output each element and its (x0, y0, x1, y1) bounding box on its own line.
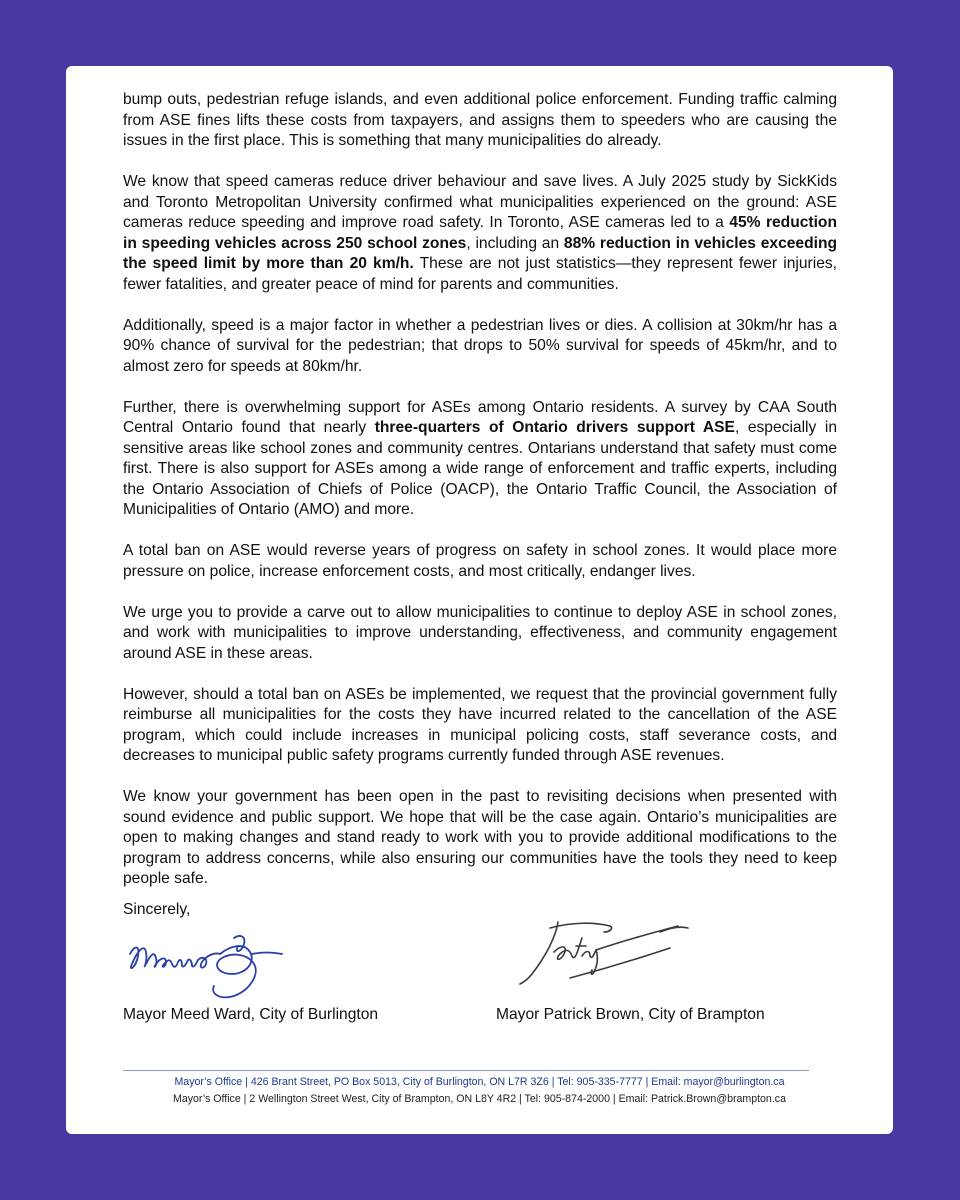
letter-paragraph (123, 787, 837, 890)
signatory-patrick-brown: Mayor Patrick Brown, City of Brampton (496, 1006, 765, 1023)
letter-paragraph (123, 603, 837, 665)
paragraph-text: These are not just statistics—they represent fewer injuries, fewer fatalities, and greater peace of mind for parents and communities. (123, 255, 837, 293)
paragraph-text: We know that speed cameras reduce driver behaviour and save lives. A July 2025 study by SickKids and Toronto Metropolitan University confirmed what municipalities experienced on the ground: ASE cameras reduce speeding and improve road safety. In Toronto, ASE cameras led to a (123, 173, 837, 231)
footer-brampton-contact: Mayor’s Office | 2 Wellington Street West, City of Brampton, ON L8Y 4R2 | Tel: 905-874-2000 | Email: Patrick.Brown@brampton.ca (173, 1093, 786, 1105)
letter-paragraph (123, 685, 837, 767)
signature-patrick-brown (510, 916, 700, 996)
emphasis-text: 88% reduction in vehicles exceeding the speed limit by more than 20 km/h. (123, 234, 837, 272)
letter-paragraph (123, 90, 837, 152)
letter-page (66, 66, 893, 1134)
paragraph-text: Further, there is overwhelming support for ASEs among Ontario residents. A survey by CAA South Central Ontario found that nearly (123, 398, 837, 436)
closing-salutation: Sincerely, (123, 901, 191, 918)
footer-burlington-contact: Mayor’s Office | 426 Brant Street, PO Box 5013, City of Burlington, ON L7R 3Z6 | Tel: 905-335-7777 | Email: mayor@burlington.ca (174, 1076, 785, 1088)
emphasis-text: 45% reduction in speeding vehicles across 250 school zones (123, 214, 837, 252)
signature-meed-ward (122, 924, 292, 1004)
paragraph-text: However, should a total ban on ASEs be implemented, we request that the provincial government fully reimburse all municipalities for the costs they have incurred related to the cancellation of the ASE program, which could include increases in municipal policing costs, staff severance costs, and decreases to municipal public safety programs currently funded through ASE revenues. (123, 685, 837, 764)
signatory-meed-ward: Mayor Meed Ward, City of Burlington (123, 1006, 379, 1023)
paragraph-text: We urge you to provide a carve out to allow municipalities to continue to deploy ASE in school zones, and work with municipalities to improve understanding, effectiveness, and community engagement around ASE in these areas. (123, 603, 837, 662)
paragraph-text: , including an (466, 234, 564, 252)
letter-paragraph (123, 172, 837, 295)
paragraph-text: , especially in sensitive areas like school zones and community centres. Ontarians understand that safety must come first. There is also support for ASEs among a wide range of enforcement and traffic experts, including the Ontario Association of Chiefs of Police (OACP), the Ontario Traffic Council, the Association of Municipalities of Ontario (AMO) and more. (123, 419, 837, 518)
paragraph-text: bump outs, pedestrian refuge islands, and even additional police enforcement. Funding traffic calming from ASE fines lifts these costs from taxpayers, and assigns them to speeders who are causing the issues in the first place. This is something that many municipalities do already. (123, 91, 837, 149)
letter-paragraph (123, 541, 837, 582)
paragraph-text: Additionally, speed is a major factor in whether a pedestrian lives or dies. A collision at 30km/hr has a 90% chance of survival for the pedestrian; that drops to 50% survival for speeds of 45km/hr, and to almost zero for speeds at 80km/hr. (123, 316, 837, 375)
emphasis-text: three-quarters of Ontario drivers support ASE (374, 419, 735, 436)
paragraph-text: We know your government has been open in the past to revisiting decisions when presented with sound evidence and public support. We hope that will be the case again. Ontario’s municipalities are open to making changes and stand ready to work with you to provide additional modifications to the program to address concerns, while also ensuring our communities have the tools they need to keep people safe. (123, 788, 837, 887)
paragraph-text: A total ban on ASE would reverse years of progress on safety in school zones. It would place more pressure on police, increase enforcement costs, and most critically, endanger lives. (123, 542, 837, 580)
letter-paragraph (123, 398, 837, 521)
letter-paragraph (123, 316, 837, 378)
letter-body (123, 90, 837, 890)
footer-divider (123, 1070, 809, 1071)
